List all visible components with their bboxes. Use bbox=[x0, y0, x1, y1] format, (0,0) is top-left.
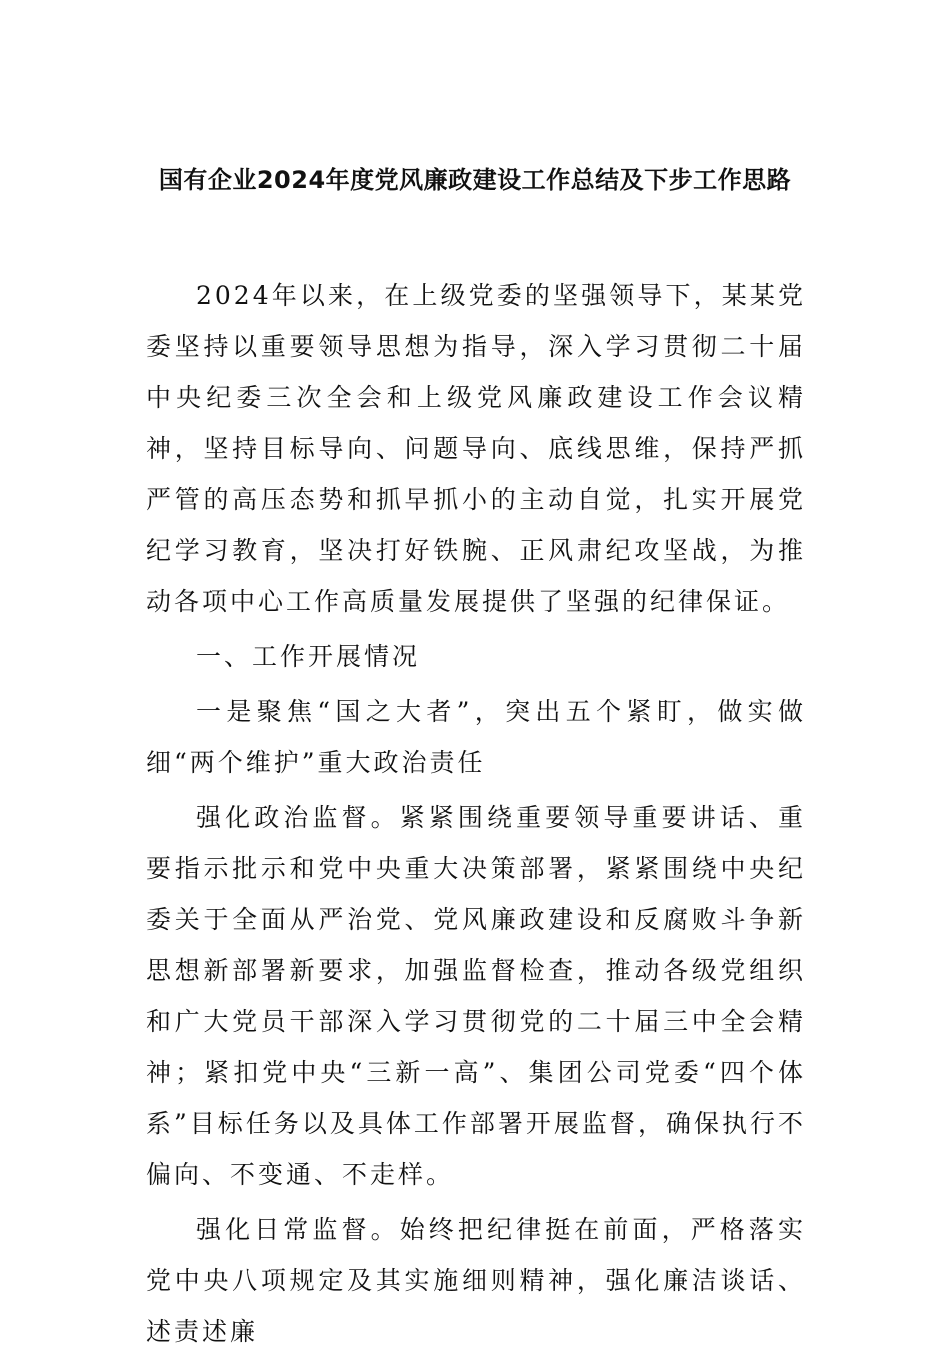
paragraph-daily-supervision: 强化日常监督。始终把纪律挺在前面，严格落实党中央八项规定及其实施细则精神，强化廉洁谈话、述责述廉 bbox=[146, 1215, 806, 1346]
document-title: 国有企业2024年度党风廉政建设工作总结及下步工作思路 bbox=[158, 166, 792, 194]
section-heading: 一、工作开展情况 bbox=[196, 642, 421, 671]
paragraph-intro: 2024年以来，在上级党委的坚强领导下，某某党委坚持以重要领导思想为指导，深入学习贯彻二十届中央纪委三次全会和上级党风廉政建设工作会议精神，坚持目标导向、问题导向、底线思维，保持严抓严管的高压态势和抓早抓小的主动自觉，扎实开展党纪学习教育，坚决打好铁腕、正风肃纪攻坚战，为推动各项中心工作高质量发展提供了坚强的纪律保证。 bbox=[146, 281, 806, 616]
paragraph-political-supervision: 强化政治监督。紧紧围绕重要领导重要讲话、重要指示批示和党中央重大决策部署，紧紧围绕中央纪委关于全面从严治党、党风廉政建设和反腐败斗争新思想新部署新要求，加强监督检查，推动各级党组织和广大党员干部深入学习贯彻党的二十届三中全会精神；紧扣党中央“三新一高”、集团公司党委“四个体系”目标任务以及具体工作部署开展监督，确保执行不偏向、不变通、不走样。 bbox=[146, 803, 806, 1189]
document-body bbox=[146, 270, 806, 1357]
subsection-heading: 一是聚焦“国之大者”，突出五个紧盯，做实做细“两个维护”重大政治责任 bbox=[146, 697, 806, 777]
